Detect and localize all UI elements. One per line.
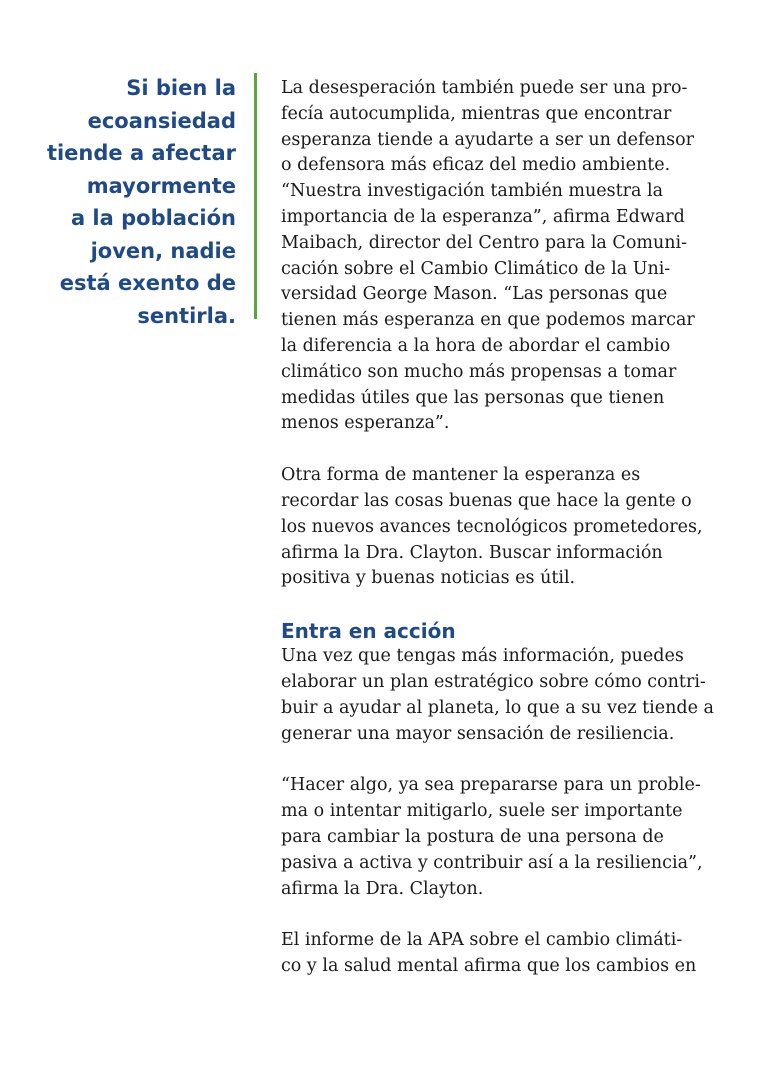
- text-line: los nuevos avances tecnológicos prometedores,: [281, 516, 703, 537]
- text-line: co y la salud mental afirma que los cambios en: [281, 956, 697, 977]
- pull-quote-line: ecoansiedad: [87, 108, 236, 133]
- text-line: esperanza tiende a ayudarte a ser un defensor: [281, 129, 695, 150]
- text-line: afirma la Dra. Clayton.: [281, 878, 484, 899]
- pull-quote-line: joven, nadie: [90, 238, 236, 263]
- text-line: Una vez que tengas más información, puedes: [281, 646, 684, 667]
- text-line: para cambiar la postura de una persona de: [281, 826, 664, 847]
- text-line: “Hacer algo, ya sea prepararse para un proble-: [281, 775, 701, 796]
- text-line: La desesperación también puede ser una pro-: [281, 78, 688, 98]
- text-line: o defensora más eficaz del medio ambiente.: [281, 155, 671, 176]
- text-line: Maibach, director del Centro para la Comuni-: [281, 232, 687, 253]
- pull-quote-line: mayormente: [86, 173, 236, 198]
- paragraph-spacer: [281, 902, 741, 928]
- pull-quote: [30, 72, 236, 332]
- text-line: importancia de la esperanza”, afirma Edward: [281, 206, 685, 227]
- paragraph-spacer: [281, 592, 741, 618]
- paragraph-1: [281, 76, 741, 437]
- pull-quote-line: Si bien la: [126, 76, 236, 100]
- text-line: positiva y buenas noticias es útil.: [281, 568, 576, 589]
- text-line: pasiva a activa y contribuir así a la resiliencia”,: [281, 852, 703, 873]
- paragraph-spacer: [281, 747, 741, 773]
- text-line: cación sobre el Cambio Climático de la Uni-: [281, 258, 671, 279]
- text-line: ma o intentar mitigarlo, suele ser importante: [281, 801, 683, 822]
- text-line: versidad George Mason. “Las personas que: [281, 284, 668, 305]
- text-line: “Nuestra investigación también muestra la: [281, 181, 664, 202]
- pull-quote-line: sentirla.: [137, 303, 236, 328]
- text-line: la diferencia a la hora de abordar el cambio: [281, 335, 671, 356]
- text-line: tienen más esperanza en que podemos marcar: [281, 310, 695, 331]
- section-heading: Entra en acción: [281, 619, 456, 644]
- paragraph-spacer: [281, 437, 741, 463]
- paragraph-3: [281, 644, 741, 747]
- text-line: Otra forma de mantener la esperanza es: [281, 465, 641, 486]
- paragraph-5: [281, 928, 741, 980]
- pull-quote-line: tiende a afectar: [46, 141, 236, 165]
- text-line: buir a ayudar al planeta, lo que a su vez tiende a: [281, 697, 714, 718]
- paragraph-2: [281, 463, 741, 592]
- pull-quote-line: a la población: [70, 206, 236, 230]
- text-line: menos esperanza”.: [281, 413, 450, 434]
- paragraph-4: [281, 773, 741, 902]
- text-line: climático son mucho más propensas a tomar: [281, 361, 677, 382]
- text-line: recordar las cosas buenas que hace la gente o: [281, 490, 692, 511]
- text-line: medidas útiles que las personas que tienen: [281, 387, 665, 408]
- text-line: elaborar un plan estratégico sobre cómo contri-: [281, 671, 706, 692]
- text-line: fecía autocumplida, mientras que encontrar: [281, 103, 672, 124]
- article-body: [281, 76, 741, 980]
- text-line: generar una mayor sensación de resiliencia.: [281, 723, 675, 744]
- pull-quote-divider: [254, 73, 257, 319]
- pull-quote-line: está exento de: [59, 271, 236, 295]
- text-line: El informe de la APA sobre el cambio climáti-: [281, 930, 683, 951]
- text-line: afirma la Dra. Clayton. Buscar información: [281, 542, 663, 563]
